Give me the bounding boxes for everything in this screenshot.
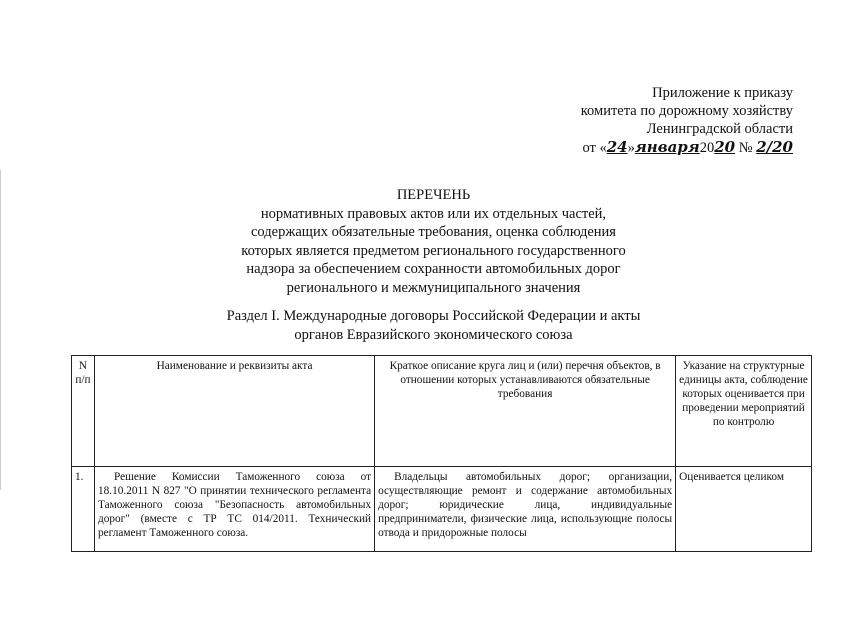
number-prefix: №	[735, 140, 757, 156]
date-day: 24	[606, 138, 628, 156]
title-heading: ПЕРЕЧЕНЬ	[396, 187, 471, 203]
date-year-prefix: 20	[699, 140, 715, 156]
acts-table	[71, 355, 812, 552]
title-line-1: нормативных правовых актов или их отдельных частей,	[260, 205, 607, 222]
header-act-name: Наименование и реквизиты акта	[94, 356, 374, 467]
order-number: 2/20	[756, 138, 793, 156]
date-year: 20	[714, 138, 736, 156]
section-line-1: Раздел I. Международные договоры Российской Федерации и акты	[226, 308, 641, 324]
header-units: Указание на структурные единицы акта, соблюдение которых оценивается при проведении мероприятий по контролю	[676, 356, 812, 467]
date-mid: »	[627, 140, 635, 156]
table-row	[72, 467, 812, 552]
row-persons: Владельцы автомобильных дорог; организации, осуществляющие ремонт и содержание автомобильных дорог; юридические лица, индивидуальные предприниматели, физические лица, использующие полосы отвода и придорожные полосы	[378, 471, 673, 539]
appendix-line-2: комитета по дорожному хозяйству	[580, 103, 793, 119]
appendix-line-1: Приложение к приказу	[652, 85, 793, 101]
appendix-header	[581, 84, 793, 157]
header-persons: Краткое описание круга лиц и (или) перечня объектов, в отношении которых устанавливаются обязательные требования	[375, 356, 676, 467]
row-act-cell	[94, 467, 374, 552]
appendix-date-line	[581, 138, 793, 157]
table-header-row	[72, 356, 812, 467]
title-line-2: содержащих обязательные требования, оценка соблюдения	[251, 224, 616, 240]
title-line-3: которых является предметом регионального государственного	[241, 242, 626, 259]
title-line-5: регионального и межмуниципального значения	[286, 279, 581, 296]
section-line-2: органов Евразийского экономического союза	[294, 327, 573, 343]
row-act: Решение Комиссии Таможенного союза от 18.10.2011 N 827 "О принятии технического регламента Таможенного союза "Безопасность автомобильных дорог" (вместе с ТР ТС 014/2011. Технический регламент Таможенного союза.	[97, 471, 372, 539]
title-line-4: надзора за обеспечением сохранности автомобильных дорог	[246, 261, 621, 277]
row-persons-cell	[375, 467, 676, 552]
date-prefix: от «	[582, 140, 607, 156]
header-number: N п/п	[72, 356, 95, 467]
section-heading	[0, 307, 867, 345]
row-number: 1.	[72, 467, 95, 552]
document-title	[0, 186, 867, 297]
row-units: Оценивается целиком	[676, 467, 812, 552]
date-month: января	[634, 138, 700, 156]
appendix-line-3: Ленинградской области	[646, 121, 793, 137]
